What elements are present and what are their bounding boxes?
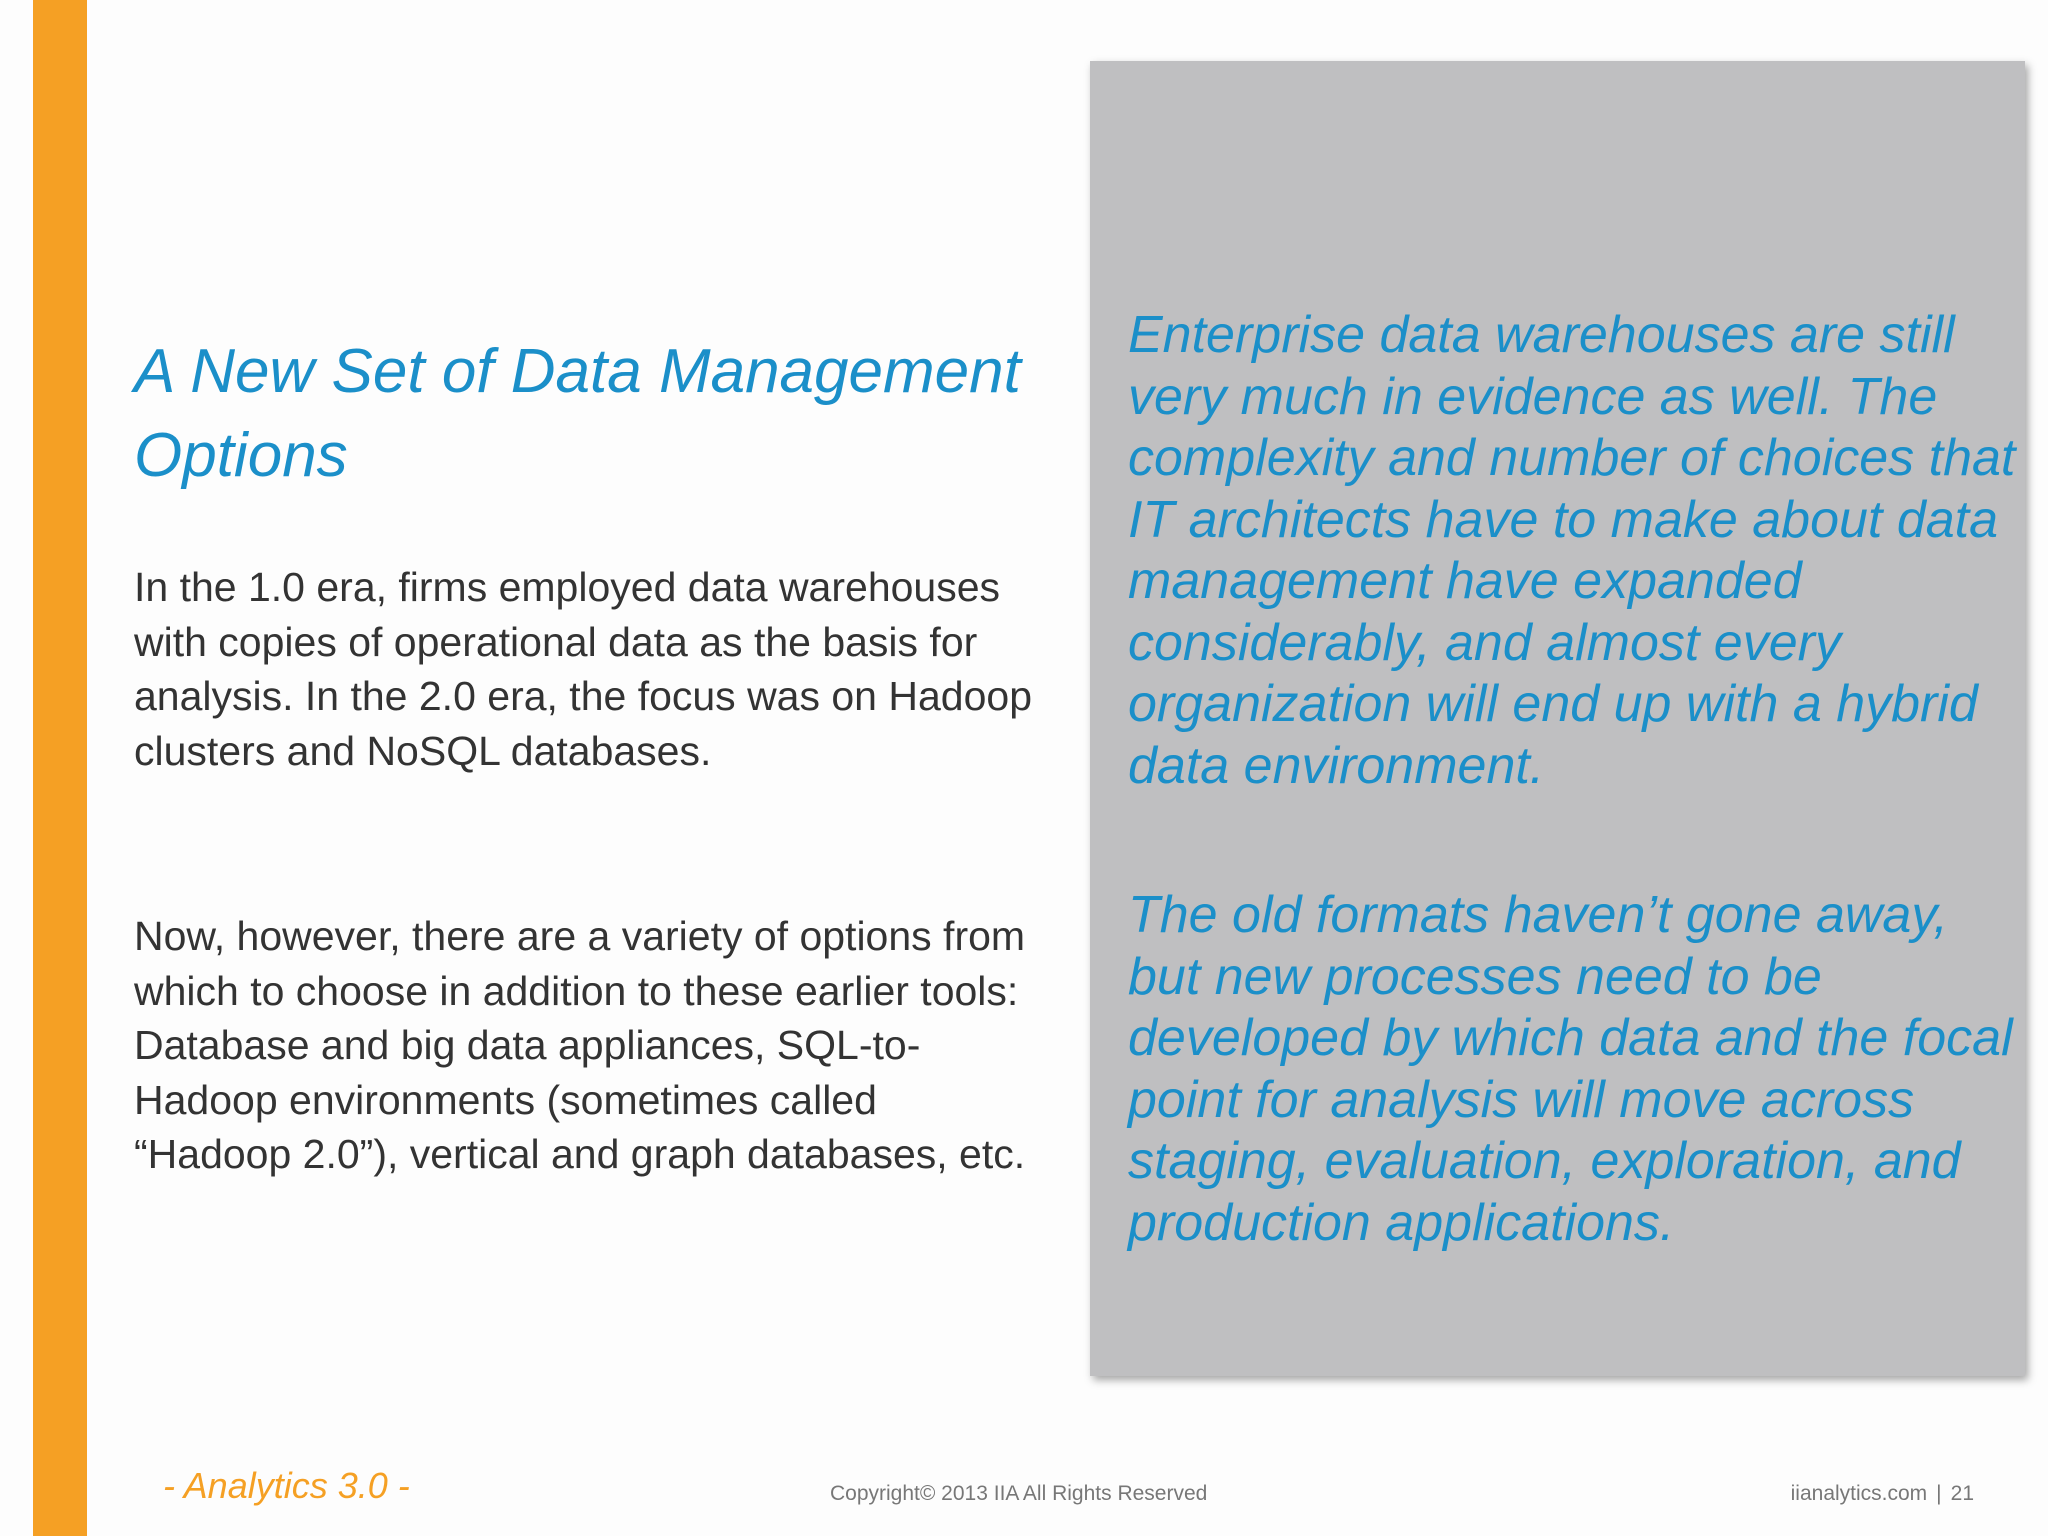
callout-box xyxy=(1090,61,2025,1376)
footer-copyright: Copyright© 2013 IIA All Rights Reserved xyxy=(830,1482,1208,1505)
footer-site-link[interactable]: iianalytics.com xyxy=(1790,1482,1928,1505)
callout-paragraph-2: The old formats haven’t gone away, but new processes need to be developed by which data and the focal point for analysis will move across staging, evaluation, exploration, and production applications. xyxy=(1128,886,2013,1252)
footer-site-page xyxy=(1791,1482,1974,1506)
accent-sidebar-bar xyxy=(33,0,87,1536)
body-paragraph-2: Now, however, there are a variety of options from which to choose in addition to these earlier tools: Database and big data appliances, SQL-to-Hadoop environments (sometimes called “Hadoop 2.0”), vertical and graph databases, etc. xyxy=(134,913,1026,1177)
callout-paragraph-1: Enterprise data warehouses are still very much in evidence as well. The complexity and number of choices that IT architects have to make about data management have expanded considerably, and almost every organization will end up with a hybrid data environment. xyxy=(1128,306,2016,795)
footer-brand: - Analytics 3.0 - xyxy=(163,1465,410,1506)
slide-title: A New Set of Data Management Options xyxy=(134,337,1021,490)
footer-separator: | xyxy=(1936,1482,1942,1505)
body-paragraph-1: In the 1.0 era, firms employed data warehouses with copies of operational data as the basis for analysis. In the 2.0 era, the focus was on Hadoop clusters and NoSQL databases. xyxy=(134,564,1032,774)
page-number: 21 xyxy=(1950,1482,1974,1505)
